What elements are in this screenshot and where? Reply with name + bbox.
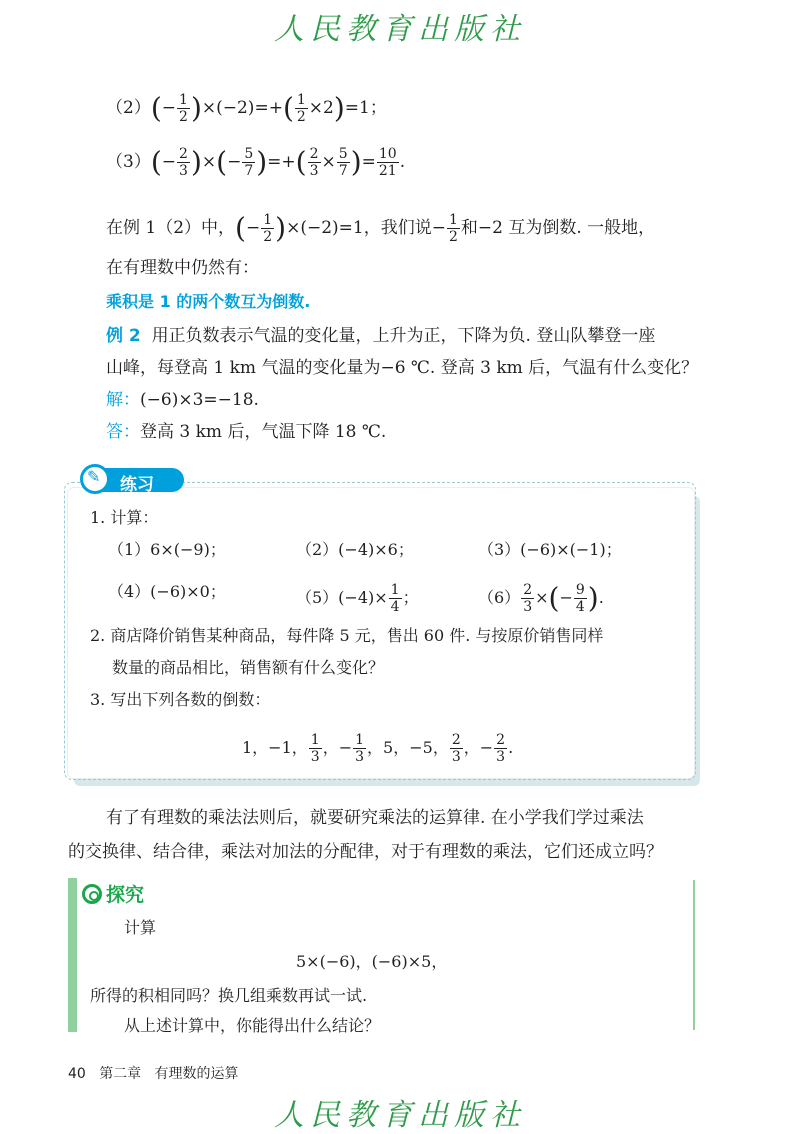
math-text: ×	[321, 152, 336, 172]
fraction: $\frac{2}{3}$	[309, 146, 319, 179]
math-text: ×2	[308, 98, 334, 118]
example-2-line2: 山峰，每登高 1 km 气温的变化量为−6 ℃. 登高 3 km 后，气温有什么变化？	[106, 358, 699, 378]
answer-label: 答：	[106, 422, 140, 442]
page-footer	[68, 1063, 239, 1083]
exercise-q3: 3. 写出下列各数的倒数：	[90, 690, 271, 709]
explore-heading	[82, 880, 144, 907]
exercise-q1-item4: （4）(−6)×0；	[108, 582, 226, 601]
text: (−6)×3=−18.	[140, 390, 259, 410]
math-text: =	[361, 152, 376, 172]
explore-side-bar	[68, 878, 77, 1032]
exercise-q1: 1. 计算：	[90, 508, 159, 527]
solution-line	[106, 390, 259, 410]
chapter-title: 有理数的运算	[154, 1066, 239, 1082]
equation-label: （3）	[106, 152, 151, 172]
exercise-q1-item6: （6） $\frac{2}{3}$ ×(− $\frac{9}{4}$ ).	[478, 581, 604, 615]
exercise-q2-line1: 2. 商店降价销售某种商品，每件降 5 元，售出 60 件. 与按原价销售同样	[90, 626, 604, 645]
answer-line	[106, 422, 386, 442]
text: 1，−1，	[242, 738, 308, 757]
explore-line2: 5×(−6)，(−6)×5，	[296, 952, 448, 971]
explore-line1: 计算	[124, 918, 157, 937]
paragraph-reciprocal-intro: 在例 1（2）中，(− $\frac{1}{2}$ )×(−2)=1，我们说− $\frac{1}{2}$ 和−2 互为倒数. 一般地，	[106, 211, 656, 245]
text: 登高 3 km 后，气温下降 18 ℃.	[140, 422, 387, 442]
fraction: $\frac{9}{4}$	[575, 582, 585, 615]
text: ，−	[463, 738, 494, 757]
fraction: $\frac{1}{2}$	[296, 92, 306, 125]
exercise-title: 练习	[120, 475, 154, 495]
math-text: ×	[201, 152, 217, 172]
fraction: $\frac{2}{3}$	[179, 146, 188, 179]
exercise-q1-item5	[296, 582, 419, 615]
chapter-label: 第二章	[99, 1066, 142, 1082]
equation-2: （2）(− $\frac{1}{2}$ )×(−2)=+( $\frac{1}{2}$ ×2)=1；	[106, 91, 387, 125]
fraction: $\frac{1}{2}$	[263, 212, 273, 245]
math-text: .	[399, 152, 406, 172]
fraction: $\frac{1}{2}$	[179, 92, 188, 125]
text: ；	[402, 588, 419, 607]
math-text: =+	[267, 152, 296, 172]
text: ，5，−5，	[367, 738, 449, 757]
math-text: ×(−2)=+	[201, 98, 283, 118]
text: ×	[535, 588, 549, 607]
fraction: $\frac{1}{2}$	[448, 212, 458, 245]
text: .	[598, 588, 604, 607]
equation-label: （2）	[106, 98, 151, 118]
exercise-q1-item3: （3）(−6)×(−1)；	[478, 540, 622, 559]
exercise-tag	[82, 468, 184, 495]
page-number: 40	[68, 1066, 86, 1082]
minus-sign: −	[227, 152, 242, 172]
fraction: $\frac{2}{3}$	[496, 732, 506, 765]
text: ，−	[322, 738, 353, 757]
fraction: $\frac{1}{3}$	[310, 732, 320, 765]
publisher-logo-bottom: 人民教育出版社	[274, 1098, 526, 1133]
pencil-icon	[80, 464, 110, 494]
text: 在例 1（2）中，	[106, 218, 236, 238]
reciprocal-rule: 乘积是 1 的两个数互为倒数.	[106, 292, 311, 311]
explore-line4: 从上述计算中，你能得出什么结论？	[124, 1016, 381, 1035]
exercise-q2-line2: 数量的商品相比，销售额有什么变化？	[112, 658, 385, 677]
example-2-line1	[106, 326, 655, 346]
minus-sign: −	[559, 588, 573, 607]
exercise-q3-list	[242, 732, 513, 765]
exercise-q1-item2: （2）(−4)×6；	[296, 540, 414, 559]
fraction: $\frac{5}{7}$	[244, 146, 254, 179]
explore-line3: 所得的积相同吗？换几组乘数再试一试.	[90, 986, 368, 1005]
minus-sign: −	[245, 218, 261, 238]
text: ×(−2)=1，我们说−	[286, 218, 446, 238]
fraction: $\frac{5}{7}$	[338, 146, 348, 179]
exercise-q1-item1: （1）6×(−9)；	[108, 540, 226, 559]
fraction: $\frac{1}{4}$	[390, 582, 400, 615]
fraction: $\frac{2}{3}$	[451, 732, 461, 765]
example-label: 例 2	[106, 326, 141, 346]
text: .	[508, 738, 514, 757]
text: （5）(−4)×	[296, 588, 388, 607]
minus-sign: −	[161, 152, 177, 172]
publisher-logo-top: 人民教育出版社	[274, 12, 526, 47]
fraction: $\frac{2}{3}$	[523, 582, 533, 615]
magnifier-icon	[82, 884, 102, 904]
fraction: $\frac{10}{21}$	[378, 146, 397, 179]
math-text: =1；	[344, 98, 387, 118]
equation-3: （3）(− $\frac{2}{3}$ )×(− $\frac{5}{7}$ )=+( $\frac{2}{3}$ × $\frac{5}{7}$ )= $\frac{10}{21}$ .	[106, 145, 406, 179]
paragraph-line: 在有理数中仍然有：	[106, 258, 259, 278]
text: 用正负数表示气温的变化量，上升为正，下降为负. 登山队攀登一座	[151, 326, 656, 346]
paragraph-laws-line2: 的交换律、结合律，乘法对加法的分配律，对于有理数的乘法，它们还成立吗？	[68, 842, 663, 862]
paragraph-laws-line1: 有了有理数的乘法法则后，就要研究乘法的运算律. 在小学我们学过乘法	[106, 808, 644, 828]
minus-sign: −	[161, 98, 177, 118]
solution-label: 解：	[106, 390, 140, 410]
fraction: $\frac{1}{3}$	[355, 732, 365, 765]
explore-title: 探究	[106, 884, 145, 906]
text: 和−2 互为倒数. 一般地，	[460, 218, 656, 238]
text: （6）	[478, 588, 521, 607]
